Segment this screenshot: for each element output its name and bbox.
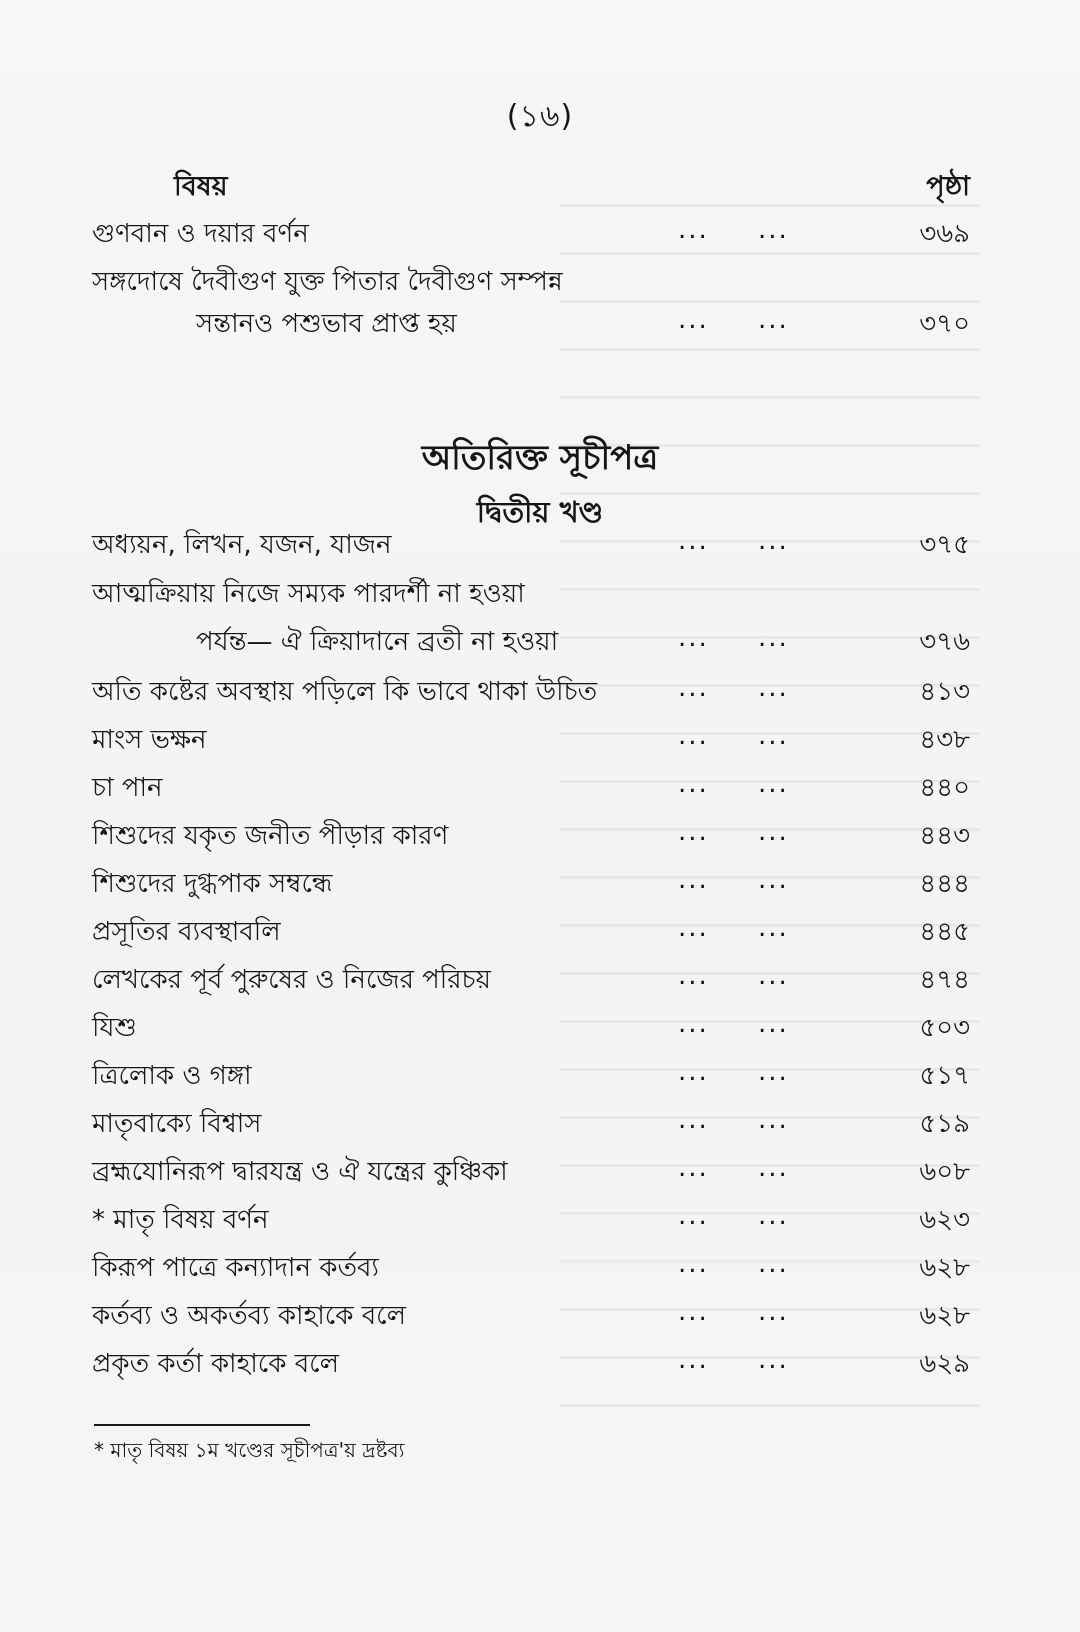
section-subtitle: দ্বিতীয় খণ্ড — [476, 495, 604, 529]
entry-page-number: ৪১৩ — [919, 677, 970, 707]
index-entry — [92, 720, 970, 760]
leader-dots: ... — [678, 1105, 709, 1135]
leader-dots: ... — [758, 1297, 789, 1327]
entry-page-number: ৩৭০ — [919, 309, 970, 339]
leader-dots: ... — [678, 1345, 709, 1375]
entry-page-number: ৪৪৫ — [919, 917, 970, 947]
entry-page-number: ৪৪৩ — [919, 821, 970, 851]
leader-dots: ... — [758, 913, 789, 943]
leader-dots: ... — [678, 769, 709, 799]
entry-title: সঙ্গদোষে দৈবীগুণ যুক্ত পিতার দৈবীগুণ সম্পন্ন — [92, 267, 563, 297]
footnote-divider — [94, 1424, 310, 1426]
entry-page-number: ৫১৯ — [919, 1109, 970, 1139]
index-entry — [92, 768, 970, 808]
leader-dots: ... — [678, 817, 709, 847]
entry-title: মাংস ভক্ষন — [92, 725, 207, 755]
leader-dots: ... — [758, 865, 789, 895]
leader-dots: ... — [758, 305, 789, 335]
index-entry — [92, 1008, 970, 1048]
index-entry — [92, 1056, 970, 1096]
index-entry — [92, 262, 970, 302]
index-entry — [92, 1248, 970, 1288]
index-entry — [92, 622, 970, 662]
leader-dots: ... — [678, 1297, 709, 1327]
subject-column-heading: বিষয় — [174, 171, 228, 202]
leader-dots: ... — [678, 913, 709, 943]
index-entry — [92, 304, 970, 344]
leader-dots: ... — [758, 673, 789, 703]
leader-dots: ... — [678, 1009, 709, 1039]
leader-dots: ... — [678, 215, 709, 245]
index-entry — [92, 574, 970, 614]
leader-dots: ... — [758, 215, 789, 245]
index-entry — [92, 1152, 970, 1192]
leader-dots: ... — [758, 1249, 789, 1279]
entry-title: শিশুদের যকৃত জনীত পীড়ার কারণ — [92, 821, 449, 851]
leader-dots: ... — [678, 623, 709, 653]
entry-title: প্রকৃত কর্তা কাহাকে বলে — [92, 1349, 339, 1379]
leader-dots: ... — [678, 1153, 709, 1183]
entry-page-number: ৩৬৯ — [919, 219, 970, 249]
index-entry — [92, 525, 970, 565]
entry-title: কর্তব্য ও অকর্তব্য কাহাকে বলে — [92, 1301, 406, 1331]
leader-dots: ... — [758, 1057, 789, 1087]
entry-page-number: ৪৪০ — [919, 773, 970, 803]
entry-title: লেখকের পূর্ব পুরুষের ও নিজের পরিচয় — [92, 965, 491, 995]
index-entry — [92, 960, 970, 1000]
entry-title: মাতৃবাক্যে বিশ্বাস — [92, 1109, 262, 1139]
leader-dots: ... — [758, 1201, 789, 1231]
leader-dots: ... — [678, 1057, 709, 1087]
index-entry — [92, 1104, 970, 1144]
entry-title: ত্রিলোক ও গঙ্গা — [92, 1061, 252, 1091]
leader-dots: ... — [678, 305, 709, 335]
entry-page-number: ৬০৮ — [919, 1157, 970, 1187]
index-entry — [92, 1296, 970, 1336]
leader-dots: ... — [758, 721, 789, 751]
entry-title: ব্রহ্মযোনিরূপ দ্বারযন্ত্র ও ঐ যন্ত্রের কুঞ্চিকা — [92, 1157, 508, 1187]
leader-dots: ... — [678, 1249, 709, 1279]
entry-title: শিশুদের দুগ্ধপাক সম্বন্ধে — [92, 869, 333, 899]
index-entry — [92, 1344, 970, 1384]
entry-page-number: ৫১৭ — [919, 1061, 970, 1091]
leader-dots: ... — [758, 1009, 789, 1039]
leader-dots: ... — [678, 865, 709, 895]
page-number: (১৬) — [506, 99, 574, 134]
leader-dots: ... — [678, 673, 709, 703]
leader-dots: ... — [758, 1153, 789, 1183]
entry-title: প্রসূতির ব্যবস্থাবলি — [92, 917, 281, 947]
section-title: অতিরিক্ত সূচীপত্র — [421, 438, 659, 478]
entry-title: যিশু — [92, 1013, 137, 1043]
entry-page-number: ৪৪৪ — [919, 869, 970, 899]
entry-page-number: ৪৩৮ — [919, 725, 970, 755]
entry-title: সন্তানও পশুভাব প্রাপ্ত হয় — [196, 309, 457, 339]
entry-title: আত্মক্রিয়ায় নিজে সম্যক পারদর্শী না হওয়া — [92, 579, 525, 609]
leader-dots: ... — [758, 817, 789, 847]
entry-title: পর্যন্ত— ঐ ক্রিয়াদানে ব্রতী না হওয়া — [196, 627, 559, 657]
entry-title: গুণবান ও দয়ার বর্ণন — [92, 219, 309, 249]
footnote: * মাতৃ বিষয় ১ম খণ্ডের সূচীপত্র'য় দ্রষ্টব্য — [94, 1438, 405, 1462]
leader-dots: ... — [758, 526, 789, 556]
index-entry — [92, 1200, 970, 1240]
leader-dots: ... — [678, 721, 709, 751]
entry-page-number: ৩৭৬ — [919, 627, 970, 657]
index-entry — [92, 672, 970, 712]
leader-dots: ... — [678, 526, 709, 556]
entry-page-number: ৬২৯ — [919, 1349, 970, 1379]
entry-title: অতি কষ্টের অবস্থায় পড়িলে কি ভাবে থাকা উচিত — [92, 677, 598, 707]
entry-title: * মাতৃ বিষয় বর্ণন — [92, 1205, 269, 1235]
entry-page-number: ৬২৮ — [919, 1253, 970, 1283]
leader-dots: ... — [758, 1345, 789, 1375]
entry-title: কিরূপ পাত্রে কন্যাদান কর্তব্য — [92, 1253, 379, 1283]
entry-page-number: ৬২৩ — [919, 1205, 970, 1235]
index-entry — [92, 816, 970, 856]
index-entry — [92, 214, 970, 254]
leader-dots: ... — [758, 769, 789, 799]
entry-page-number: ৪৭৪ — [919, 965, 970, 995]
entry-title: চা পান — [92, 773, 163, 803]
entry-page-number: ৩৭৫ — [919, 530, 970, 560]
index-entry — [92, 912, 970, 952]
entry-title: অধ্যয়ন, লিখন, যজন, যাজন — [92, 530, 392, 560]
leader-dots: ... — [678, 961, 709, 991]
entry-page-number: ৬২৮ — [919, 1301, 970, 1331]
leader-dots: ... — [758, 961, 789, 991]
index-entry — [92, 864, 970, 904]
page-column-heading: পৃষ্ঠা — [926, 171, 970, 202]
leader-dots: ... — [758, 623, 789, 653]
leader-dots: ... — [758, 1105, 789, 1135]
leader-dots: ... — [678, 1201, 709, 1231]
entry-page-number: ৫০৩ — [919, 1013, 970, 1043]
